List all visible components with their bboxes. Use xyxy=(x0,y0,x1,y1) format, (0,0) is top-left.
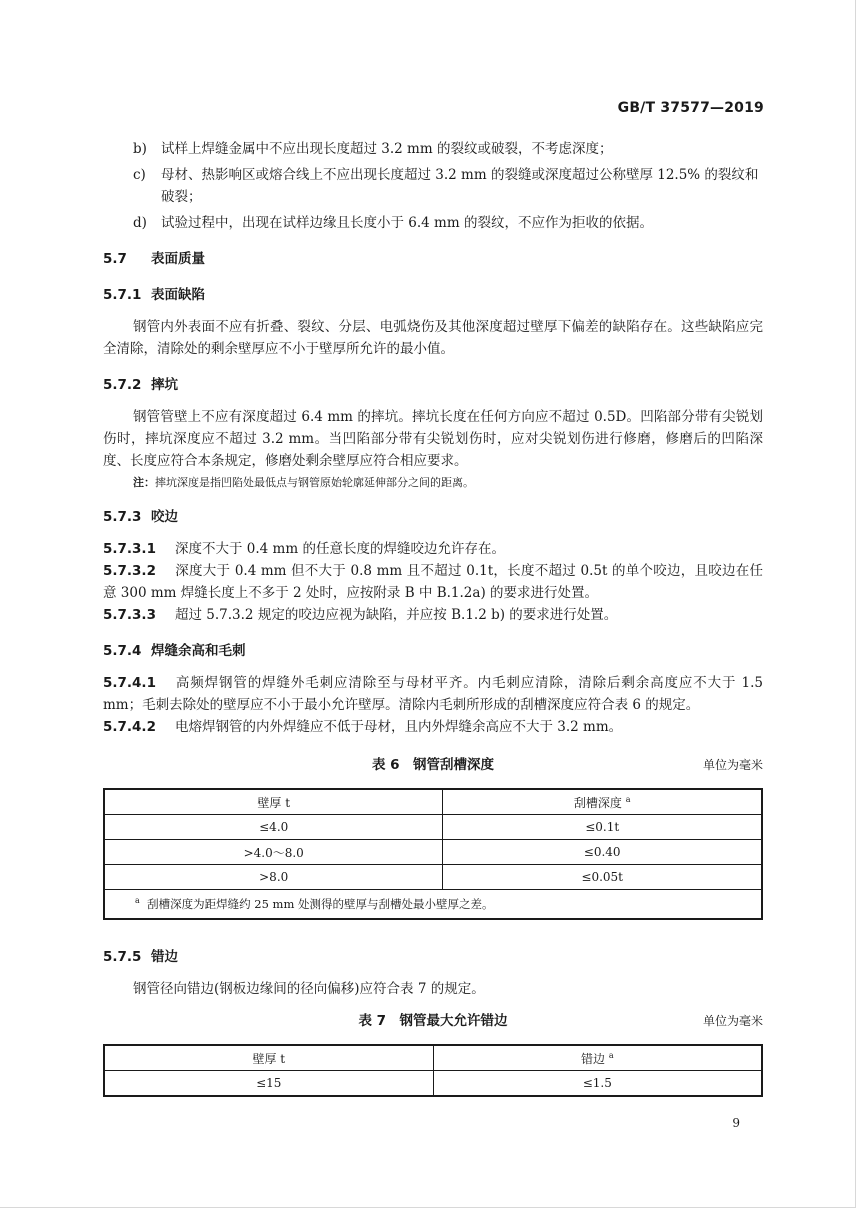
table-footnote-row xyxy=(104,890,762,920)
standard-code: GB/T 37577—2019 xyxy=(617,100,764,116)
footnote-text: 刮槽深度为距焊缝约 25 mm 处测得的壁厚与刮槽处最小壁厚之差。 xyxy=(147,897,494,911)
section-heading-5-7-3 xyxy=(103,506,763,528)
table-header-cell: 错边 $^a$ xyxy=(433,1045,762,1071)
section-heading-5-7-5 xyxy=(103,946,763,968)
clause-text: 深度不大于 0.4 mm 的任意长度的焊缝咬边允许存在。 xyxy=(175,541,505,557)
section-heading-5-7 xyxy=(103,248,763,270)
clause-text: 高频焊钢管的焊缝外毛刺应清除至与母材平齐。内毛刺应清除，清除后剩余高度应不大于 1.5 mm；毛刺去除处的壁厚应不小于最小允许壁厚。清除内毛刺所形成的刮槽深度应符合表 6 的规定。 xyxy=(103,675,763,713)
note-label: 注： xyxy=(133,476,155,489)
list-item xyxy=(103,138,763,160)
clause-number: 5.7.4.2 xyxy=(103,719,156,735)
section-number: 5.7.4 xyxy=(103,643,142,659)
note-text: 摔坑深度是指凹陷处最低点与钢管原始轮廓延伸部分之间的距离。 xyxy=(155,476,474,489)
list-marker: b) xyxy=(133,141,147,157)
clause-number: 5.7.3.1 xyxy=(103,541,156,557)
table-cell: ≤4.0 xyxy=(104,815,443,840)
clause-number: 5.7.3.3 xyxy=(103,607,156,623)
footnote-marker: a xyxy=(625,794,631,804)
section-title: 表面质量 xyxy=(151,251,205,267)
table-row xyxy=(104,1071,762,1097)
list-marker: d) xyxy=(133,215,147,231)
section-number: 5.7.3 xyxy=(103,509,142,525)
table-title: 表 7 钢管最大允许错边 xyxy=(358,1013,508,1029)
clause xyxy=(103,604,763,626)
section-heading-5-7-2 xyxy=(103,374,763,396)
table-header-row xyxy=(104,789,762,815)
clause-text: 超过 5.7.3.2 规定的咬边应视为缺陷，并应按 B.1.2 b) 的要求进行处置。 xyxy=(175,607,618,623)
table-header-cell: 壁厚 t xyxy=(104,789,443,815)
table-header-row xyxy=(104,1045,762,1071)
note xyxy=(103,474,763,492)
table-row xyxy=(104,815,762,840)
section-title: 焊缝余高和毛刺 xyxy=(151,643,246,659)
table-6-caption xyxy=(103,754,763,780)
paragraph-surface-defects: 钢管内外表面不应有折叠、裂纹、分层、电弧烧伤及其他深度超过壁厚下偏差的缺陷存在。这些缺陷应完全清除，清除处的剩余壁厚应不小于壁厚所允许的最小值。 xyxy=(103,319,763,357)
clause-text: 深度大于 0.4 mm 但不大于 0.8 mm 且不超过 0.1t，长度不超过 0.5t 的单个咬边，且咬边在任意 300 mm 焊缝长度上不多于 2 处时，应按附录 B 中 B.1.2a) 的要求进行处置。 xyxy=(103,563,763,601)
list-item xyxy=(103,212,763,234)
table-unit: 单位为毫米 xyxy=(702,758,763,772)
page-number: 9 xyxy=(732,1116,740,1130)
table-7 xyxy=(103,1044,763,1097)
table-cell: ≤0.1t xyxy=(443,815,762,840)
page-content xyxy=(103,138,763,1097)
footnote-marker: a xyxy=(135,896,140,906)
list-marker: c) xyxy=(133,167,146,183)
section-title: 错边 xyxy=(151,949,178,965)
section-title: 咬边 xyxy=(151,509,178,525)
table-cell: ≤0.05t xyxy=(443,865,762,890)
clause xyxy=(103,716,763,738)
section-title: 摔坑 xyxy=(151,377,178,393)
table-cell: ≤0.40 xyxy=(443,840,762,865)
table-header-cell: 壁厚 t xyxy=(104,1045,433,1071)
list-text: 试样上焊缝金属中不应出现长度超过 3.2 mm 的裂纹或破裂，不考虑深度； xyxy=(161,141,613,157)
table-row xyxy=(104,865,762,890)
clause xyxy=(103,560,763,604)
section-number: 5.7 xyxy=(103,251,127,267)
table-cell: ≤15 xyxy=(104,1071,433,1097)
table-cell: ≤1.5 xyxy=(433,1071,762,1097)
section-heading-5-7-4 xyxy=(103,640,763,662)
table-7-caption xyxy=(103,1010,763,1036)
table-row xyxy=(104,840,762,865)
list-text: 母材、热影响区或熔合线上不应出现长度超过 3.2 mm 的裂缝或深度超过公称壁厚 12.5% 的裂纹和破裂； xyxy=(161,167,759,205)
table-title: 表 6 钢管刮槽深度 xyxy=(371,757,495,773)
table-cell: >4.0～8.0 xyxy=(104,840,443,865)
clause xyxy=(103,538,763,560)
clause-text: 电熔焊钢管的内外焊缝应不低于母材，且内外焊缝余高应不大于 3.2 mm。 xyxy=(175,719,623,735)
section-number: 5.7.5 xyxy=(103,949,142,965)
footnote-marker: a xyxy=(608,1050,614,1060)
table-unit: 单位为毫米 xyxy=(702,1014,763,1028)
clause xyxy=(103,672,763,716)
section-number: 5.7.2 xyxy=(103,377,142,393)
paragraph-misalignment: 钢管径向错边(钢板边缘间的径向偏移)应符合表 7 的规定。 xyxy=(133,981,485,997)
table-header-cell: 刮槽深度 $^a$ xyxy=(443,789,762,815)
clause-number: 5.7.3.2 xyxy=(103,563,156,579)
section-number: 5.7.1 xyxy=(103,287,142,303)
table-6 xyxy=(103,788,763,920)
clause-number: 5.7.4.1 xyxy=(103,675,156,691)
section-heading-5-7-1 xyxy=(103,284,763,306)
table-cell: >8.0 xyxy=(104,865,443,890)
list-item xyxy=(103,164,763,208)
section-title: 表面缺陷 xyxy=(151,287,205,303)
paragraph-dents: 钢管管壁上不应有深度超过 6.4 mm 的摔坑。摔坑长度在任何方向应不超过 0.5D。凹陷部分带有尖锐划伤时，摔坑深度应不超过 3.2 mm。当凹陷部分带有尖锐划伤时，应对尖锐划伤进行修磨，修磨后的凹陷深度、长度应符合本条规定，修磨处剩余壁厚应符合相应要求。 xyxy=(103,409,763,469)
table-footnote xyxy=(104,890,762,920)
list-text: 试验过程中，出现在试样边缘且长度小于 6.4 mm 的裂纹，不应作为拒收的依据。 xyxy=(161,215,653,231)
